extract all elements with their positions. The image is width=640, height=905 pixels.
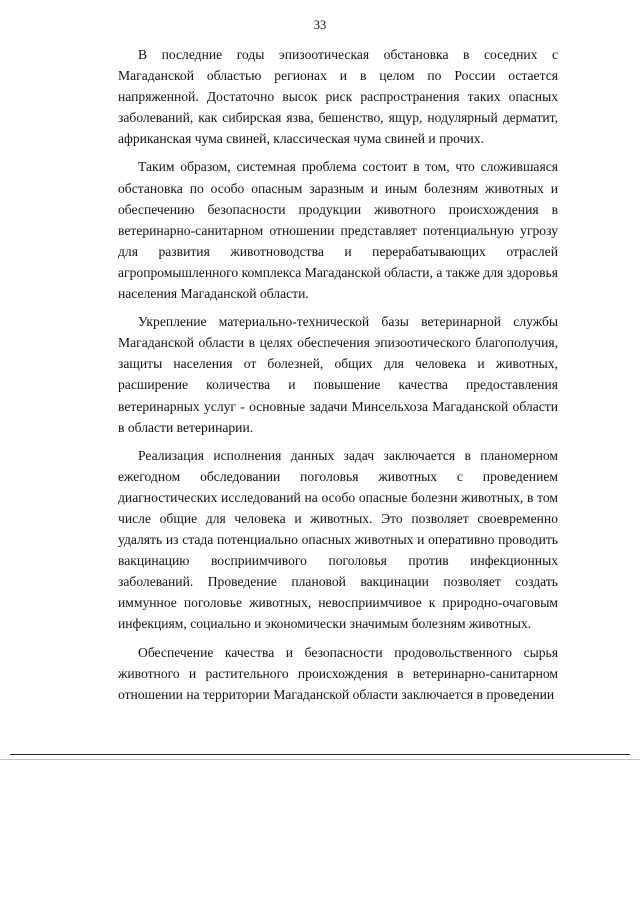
paragraph-veterinary-service: Укрепление материально-технической базы ветеринарной службы Магаданской области в целях обеспечения эпизоотического благополучия, защиты населения от болезней, общих для человека и животных, расширение количества и повышение качества предоставления ветеринарных услуг - основные задачи Минсельхоза Магаданской области в области ветеринарии. — [118, 314, 558, 435]
paragraph-food-safety: Обеспечение качества и безопасности продовольственного сырья животного и растительного происхождения в ветеринарно-санитарном отношении на территории Магаданской области заключается в проведении — [118, 644, 558, 702]
page-bottom-divider — [10, 754, 630, 755]
document-body — [118, 44, 558, 712]
paragraph-systemic-problem: Таким образом, системная проблема состоит в том, что сложившаяся обстановка по особо опасным заразным и иным болезням животных и обеспечению безопасности продукции животного происхождения в ветеринарно-санитарном отношении представляет потенциальную угрозу для развития животноводства и перерабатывающих отраслей агропромышленного комплекса Магаданской области, а также для здоровья населения Магаданской области. — [118, 159, 558, 302]
page-bottom-divider-shadow — [0, 759, 640, 760]
paragraph-task-implementation: Реализация исполнения данных задач заключается в планомерном ежегодном обследовании поголовья животных с проведением диагностических исследований на особо опасные болезни животных, в том числе общие для человека и животных. Это позволяет своевременно удалять из стада потенциально опасных животных и оперативно проводить вакцинацию восприимчивого поголовья против инфекционных заболеваний. Проведение плановой вакцинации позволяет создать иммунное поголовье животных, невосприимчивое к природно-очаговым инфекциям, социально и экономически значимым болезням животных. — [118, 447, 558, 632]
page-number: 33 — [313, 18, 327, 32]
paragraph-epizootic-situation: В последние годы эпизоотическая обстановка в соседних с Магаданской областью регионах и в целом по России остается напряженной. Достаточно высок риск распространения таких опасных заболеваний, как сибирская язва, бешенство, ящур, нодулярный дерматит, африканская чума свиней, классическая чума свиней и прочих. — [118, 47, 558, 147]
